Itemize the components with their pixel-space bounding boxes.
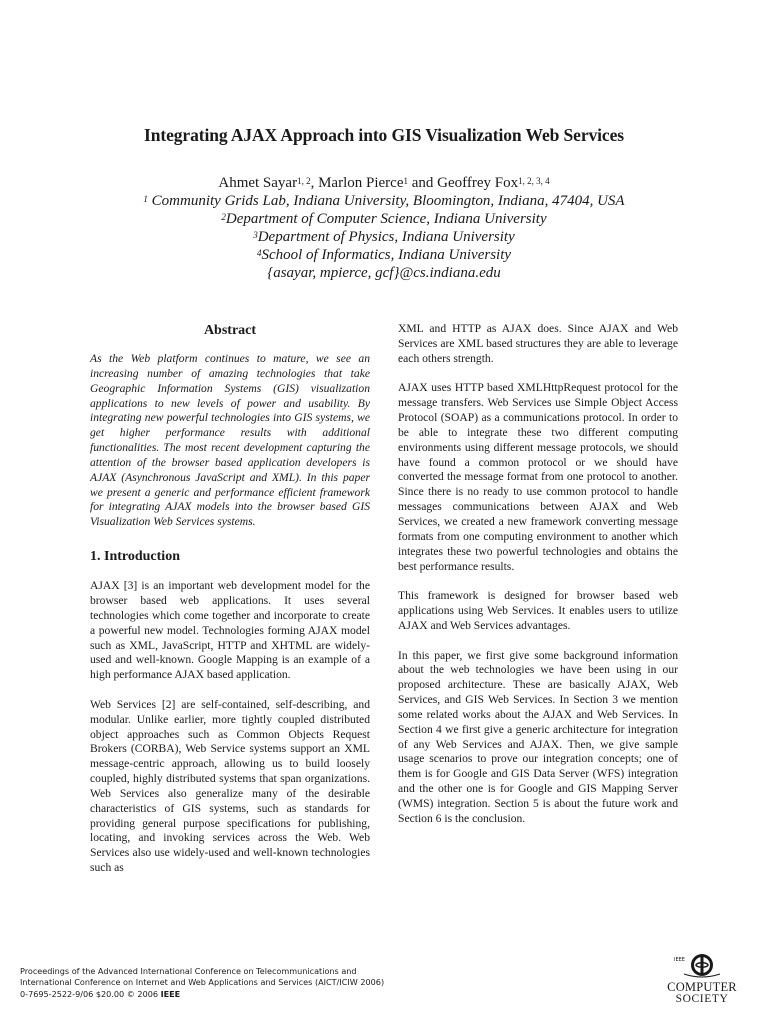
- author-name: Geoffrey Fox: [437, 175, 519, 191]
- paper-title: Integrating AJAX Approach into GIS Visualization Web Services: [144, 125, 624, 145]
- paragraph: AJAX uses HTTP based XMLHttpRequest protocol for the message transfers. Web Services use Simple Object Access Protocol (SOAP) as a communications protocol. In order to be able to integrate these two different computing environments using different message protocols, we should have found a common protocol or we should have converted the message format from one protocol to another. Since there is no ready to use common protocol to handle messages communications between AJAX and Web Services, we created a new framework converting message formats from one computing environment to another which integrates these two powerful technologies and obtains the best performance results.: [398, 381, 678, 573]
- proceedings-footer: [20, 966, 460, 1000]
- logo-ieee-text: IEEE: [674, 957, 685, 963]
- footer-ieee: IEEE: [160, 988, 181, 999]
- author-affiliation-marker: 1: [403, 176, 408, 186]
- affiliation-text: Department of Physics, Indiana University: [257, 229, 515, 245]
- affiliation-text: Community Grids Lab, Indiana University, Bloomington, Indiana, 47404, USA: [147, 193, 625, 209]
- affiliation-text: School of Informatics, Indiana University: [261, 247, 512, 263]
- paragraph: Web Services [2] are self-contained, self-describing, and modular. Unlike earlier, more tightly coupled distributed object approaches such as Common Objects Request Brokers (CORBA), Web Service systems support an XML message-centric approach, allowing us to build loosely coupled, highly distributed systems that span organizations. Web Services also generalize many of the desirable characteristics of GIS systems, such as standards for providing general purpose specifications for publishing, locating, and invoking services across the Web. Web Services also use widely-used and well-known technologies such as: [90, 697, 370, 875]
- ieee-emblem-icon: [660, 950, 744, 982]
- author-name: Marlon Pierce: [318, 175, 404, 191]
- author-separator: ,: [310, 175, 319, 191]
- abstract-body: As the Web platform continues to mature, we see an increasing number of amazing technologies that take Geographic Information Systems (GIS) visualization applications to new levels of power and usability. By integrating new powerful technologies into GIS systems, we get higher performance results with additional functionalities. The most recent development capturing the attention of the browser based application developers is AJAX (Asynchronous JavaScript and XML). In this paper we present a generic and performance efficient framework for integrating AJAX models into the browser based GIS Visualization Web Services systems.: [90, 352, 370, 529]
- affiliation-marker: 2: [221, 212, 226, 222]
- computer-society-logo: [660, 950, 744, 1010]
- author-emails: {asayar, mpierce, gcf}@cs.indiana.edu: [267, 265, 501, 281]
- paragraph: AJAX [3] is an important web development model for the browser based web applications. It uses several technologies which come together and incorporate to create a powerful new model. Technologies forming AJAX model such as XML, JavaScript, HTTP and XHTML are widely-used and well-known. Google Mapping is an example of a high performance AJAX based application.: [90, 579, 370, 682]
- affiliation-line: [0, 228, 768, 246]
- footer-line: International Conference on Internet and Web Applications and Services (AICT/ICIW 2006): [20, 977, 385, 988]
- paragraph: XML and HTTP as AJAX does. Since AJAX and Web Services are XML based structures they are able to leverage each others strength.: [398, 322, 678, 365]
- affiliation-list: [0, 192, 768, 282]
- author-name: Ahmet Sayar: [218, 175, 298, 191]
- footer-line: Proceedings of the Advanced International Conference on Telecommunications and: [20, 966, 357, 976]
- affiliation-marker: 3: [253, 230, 258, 240]
- logo-word-computer: COMPUTER: [667, 980, 737, 994]
- affiliation-line: [0, 246, 768, 264]
- footer-copyright: 0-7695-2522-9/06 $20.00 © 2006: [20, 988, 161, 999]
- logo-word-society: SOCIETY: [675, 993, 729, 1005]
- affiliation-text: Department of Computer Science, Indiana University: [225, 211, 547, 227]
- affiliation-marker: 4: [256, 248, 262, 258]
- paragraph: In this paper, we first give some background information about the web technologies we have been using in our proposed architecture. These are basically AJAX, Web Services, and GIS Web Services. In Section 3 we mention some related works about the AJAX and Web Services. In Section 4 we first give a generic architecture for integration of any Web Services and AJAX. Then, we give sample usage scenarios to prove our integration concepts; one of them is for Google and GIS Data Server (WFS) integration and the other one is for Google and GIS Mapping Server (WMS) integration. Section 5 is about the future work and Section 6 is the conclusion.: [398, 648, 678, 825]
- affiliation-line: [0, 192, 768, 210]
- affiliation-marker: 1: [143, 194, 148, 204]
- author-affiliation-marker: 1, 2, 3, 4: [518, 176, 550, 186]
- paragraph: This framework is designed for browser based web applications using Web Services. It enables users to utilize AJAX and Web Services advantages.: [398, 589, 678, 632]
- author-line: [0, 174, 768, 192]
- author-block: [0, 174, 768, 282]
- left-column: [90, 322, 370, 876]
- right-column: [398, 322, 678, 827]
- introduction-heading: 1. Introduction: [90, 549, 180, 565]
- affiliation-line: [0, 210, 768, 228]
- author-affiliation-marker: 1, 2: [297, 176, 311, 186]
- author-separator: and: [407, 175, 438, 191]
- footer-line: [20, 989, 460, 1000]
- abstract-heading: Abstract: [203, 323, 257, 338]
